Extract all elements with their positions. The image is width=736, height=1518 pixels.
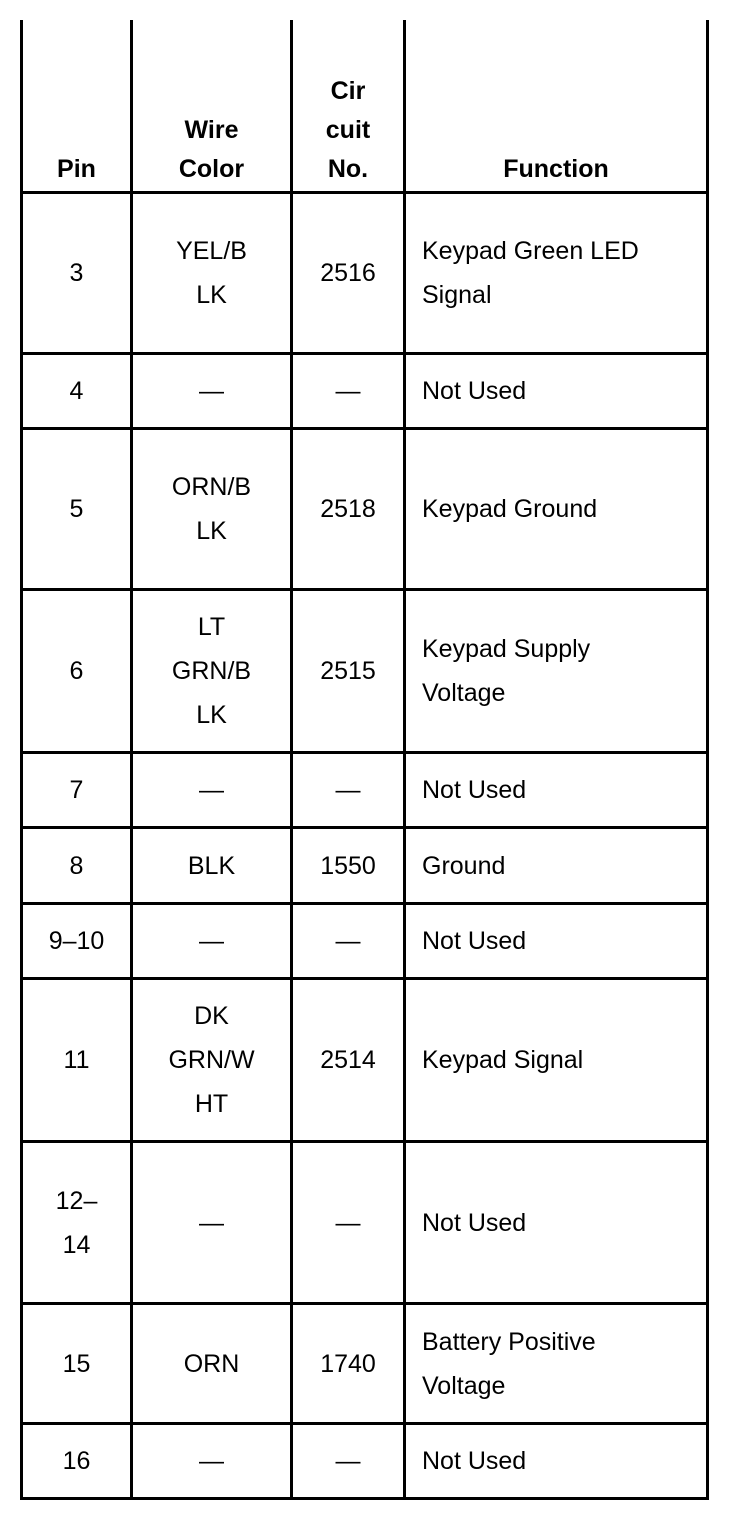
cell-circuit-no: 2515: [320, 657, 376, 685]
cell-wire-color: —: [199, 776, 224, 804]
row-divider: [20, 902, 709, 905]
cell-wire-color: DK GRN/W HT: [168, 1002, 255, 1118]
cell-pin: 15: [62, 1349, 91, 1378]
cell-function: Not Used: [422, 1208, 527, 1237]
cell-wire-color: —: [199, 927, 224, 955]
cell-wire-color: LT GRN/B LK: [171, 613, 252, 729]
cell-wire-color: —: [199, 377, 224, 405]
cell-function: Not Used: [422, 377, 527, 405]
column-divider: [290, 20, 293, 1500]
header-wire-color: Wire Color: [178, 116, 245, 183]
cell-function: Not Used: [422, 776, 527, 804]
cell-pin: 5: [69, 495, 84, 523]
row-divider: [20, 1302, 709, 1305]
cell-function: Ground: [422, 851, 506, 880]
cell-wire-color: BLK: [187, 851, 236, 880]
column-divider: [403, 20, 406, 1500]
cell-wire-color: —: [199, 1447, 224, 1475]
row-divider: [20, 352, 709, 355]
cell-function: Not Used: [422, 1447, 527, 1475]
cell-circuit-no: 1550: [320, 851, 376, 880]
cell-function: Not Used: [422, 927, 527, 955]
row-divider: [20, 751, 709, 754]
cell-function: Battery Positive Voltage: [422, 1327, 596, 1400]
cell-pin: 12– 14: [55, 1186, 98, 1259]
cell-pin: 9–10: [48, 927, 105, 955]
column-divider: [20, 20, 23, 1500]
cell-circuit-no: —: [335, 1447, 361, 1475]
row-divider: [20, 588, 709, 591]
cell-pin: 4: [69, 377, 84, 405]
column-divider: [130, 20, 133, 1500]
header-circuit-no: Cir cuit No.: [325, 77, 371, 183]
row-divider: [20, 1422, 709, 1425]
cell-pin: 8: [69, 851, 84, 880]
row-divider: [20, 1497, 709, 1500]
cell-wire-color: ORN: [183, 1349, 240, 1378]
cell-function: Keypad Supply Voltage: [422, 635, 591, 707]
cell-function: Keypad Green LED Signal: [422, 237, 639, 309]
cell-circuit-no: —: [335, 1208, 361, 1237]
row-divider: [20, 427, 709, 430]
cell-wire-color: ORN/B LK: [171, 473, 252, 545]
cell-pin: 3: [69, 259, 84, 287]
cell-circuit-no: 2518: [320, 495, 376, 523]
row-divider: [20, 977, 709, 980]
cell-function: Keypad Ground: [422, 495, 598, 523]
cell-wire-color: —: [199, 1208, 224, 1237]
row-divider: [20, 1140, 709, 1143]
cell-pin: 11: [63, 1046, 90, 1074]
cell-pin: 16: [62, 1447, 91, 1475]
cell-wire-color: YEL/B LK: [176, 237, 247, 309]
cell-circuit-no: —: [335, 776, 361, 804]
cell-circuit-no: 2514: [320, 1046, 376, 1074]
cell-circuit-no: 1740: [320, 1349, 376, 1378]
header-function: Function: [503, 155, 609, 183]
cell-pin: 7: [69, 776, 84, 804]
row-divider: [20, 826, 709, 829]
cell-circuit-no: —: [335, 927, 361, 955]
cell-circuit-no: —: [335, 377, 361, 405]
cell-pin: 6: [69, 657, 84, 685]
header-pin: Pin: [57, 155, 96, 183]
column-divider: [706, 20, 709, 1500]
cell-function: Keypad Signal: [422, 1046, 584, 1074]
row-divider: [20, 191, 709, 194]
cell-circuit-no: 2516: [320, 259, 376, 287]
